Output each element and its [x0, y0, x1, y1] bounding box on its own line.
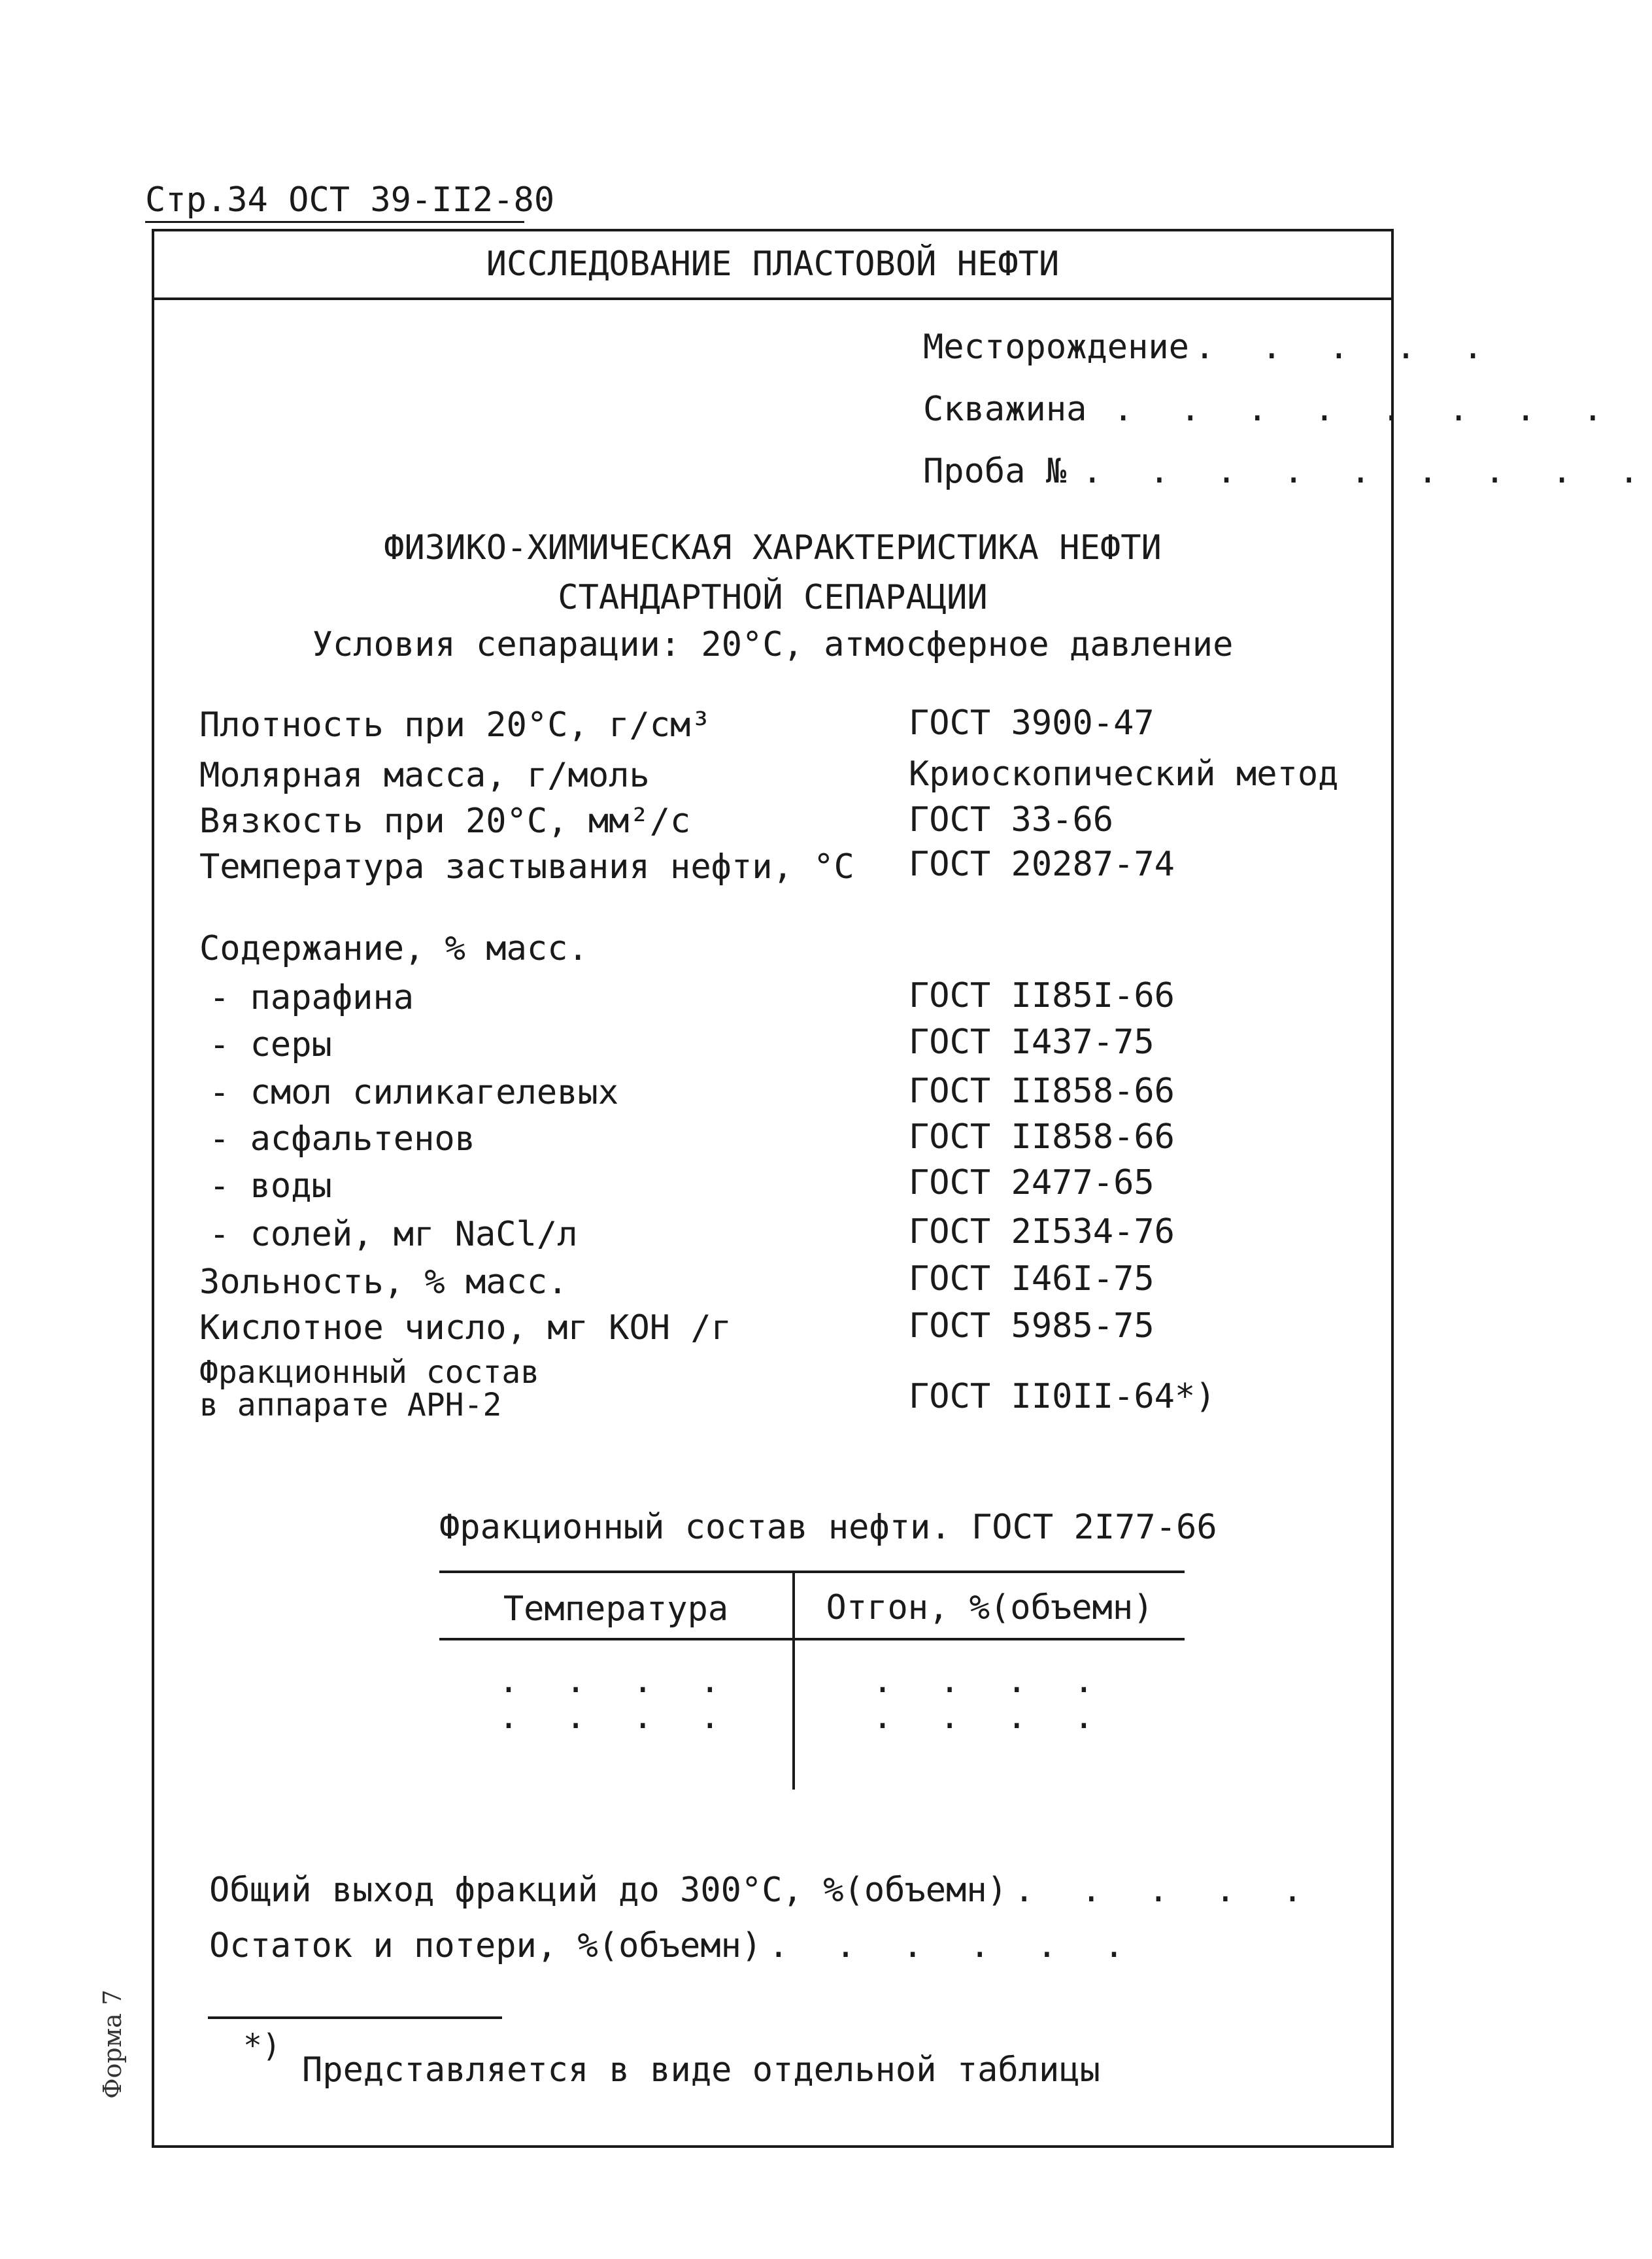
- table-header-rule: [439, 1638, 1185, 1640]
- header-divider: [152, 297, 1394, 300]
- content-item-method: ГОСТ II858-66: [909, 1117, 1175, 1157]
- content-item-name: - воды: [209, 1166, 332, 1206]
- property-method: Криоскопический метод: [909, 755, 1339, 794]
- total-yield-text: Общий выход фракций до 300°С, %(объемн): [209, 1871, 1007, 1910]
- deposit-label: [923, 328, 1496, 367]
- table-cell-dots: . . . .: [872, 1661, 1107, 1701]
- fractional-line-1: Фракционный состав: [199, 1354, 540, 1391]
- property-name: Молярная масса, г/моль: [199, 756, 650, 795]
- section-title-1: ФИЗИКО-ХИМИЧЕСКАЯ ХАРАКТЕРИСТИКА НЕФТИ: [384, 528, 1162, 568]
- deposit-label-text: Месторождение: [923, 328, 1189, 367]
- footnote-text: Представляется в виде отдельной таблицы: [302, 2050, 1100, 2090]
- content-item-name: - серы: [209, 1025, 332, 1064]
- table-cell-dots: . . . .: [498, 1661, 733, 1701]
- separation-conditions: Условия сепарации: 20°С, атмосферное давление: [312, 625, 1234, 664]
- fractional-method: ГОСТ II0II-64*): [909, 1377, 1216, 1416]
- content-item-method: ГОСТ II858-66: [909, 1072, 1175, 1111]
- well-dots: . . . . . . . .: [1113, 390, 1617, 429]
- table-cell-dots: . . . .: [872, 1697, 1107, 1737]
- well-label-text: Скважина: [923, 390, 1087, 429]
- footnote-rule: [208, 2016, 502, 2019]
- table-header-distillate: Отгон, %(объемн): [826, 1588, 1154, 1627]
- content-item-method: ГОСТ 2477-65: [909, 1163, 1155, 1202]
- content-item-name: - солей, мг NaCl/л: [209, 1215, 578, 1254]
- other-item-method: ГОСТ 5985-75: [909, 1306, 1155, 1346]
- property-name: Плотность при 20°С, г/см³: [199, 705, 711, 745]
- other-item-name: Зольность, % масс.: [199, 1263, 568, 1302]
- total-yield-dots: . . . . .: [1013, 1871, 1316, 1910]
- content-item-name: - асфальтенов: [209, 1119, 475, 1159]
- table-top-rule: [439, 1571, 1185, 1573]
- property-method: ГОСТ 3900-47: [909, 704, 1155, 743]
- other-item-name: Кислотное число, мг КОН /г: [199, 1308, 732, 1348]
- section-title-2: СТАНДАРТНОЙ СЕПАРАЦИИ: [558, 578, 988, 617]
- property-method: ГОСТ 20287-74: [909, 845, 1175, 884]
- total-yield: [209, 1871, 1316, 1910]
- sample-label: [923, 452, 1652, 491]
- table-header-temperature: Температура: [503, 1589, 729, 1629]
- content-item-name: - смол силикагелевых: [209, 1073, 619, 1112]
- content-item-method: ГОСТ 2I534-76: [909, 1212, 1175, 1251]
- content-item-name: - парафина: [209, 978, 414, 1017]
- property-method: ГОСТ 33-66: [909, 800, 1114, 840]
- residue-dots: . . . . . .: [768, 1926, 1138, 1965]
- content-item-method: ГОСТ II85I-66: [909, 976, 1175, 1015]
- form-frame: [152, 229, 1394, 2148]
- page-reference: Стр.34 ОСТ 39-II2-80: [145, 180, 555, 220]
- residue: [209, 1926, 1138, 1965]
- form-number-label: Форма 7: [98, 1989, 127, 2099]
- form-header: ИССЛЕДОВАНИЕ ПЛАСТОВОЙ НЕФТИ: [486, 245, 1060, 284]
- page-reference-underline: [145, 221, 524, 223]
- deposit-dots: . . . . .: [1194, 328, 1496, 367]
- fractional-line-2: в аппарате АРН-2: [199, 1387, 502, 1423]
- property-name: Температура застывания нефти, °С: [199, 847, 854, 887]
- well-label: [923, 390, 1617, 429]
- table-cell-dots: . . . .: [498, 1697, 733, 1737]
- sample-dots: . . . . . . . . .: [1082, 452, 1652, 491]
- table-title: Фракционный состав нефти. ГОСТ 2I77-66: [439, 1508, 1217, 1547]
- residue-text: Остаток и потери, %(объемн): [209, 1926, 762, 1965]
- sample-label-text: Проба №: [923, 452, 1067, 491]
- content-item-method: ГОСТ I437-75: [909, 1023, 1155, 1062]
- content-heading: Содержание, % масс.: [199, 929, 588, 968]
- footnote-mark: *): [243, 2028, 281, 2064]
- other-item-method: ГОСТ I46I-75: [909, 1259, 1155, 1299]
- property-name: Вязкость при 20°С, мм²/с: [199, 802, 691, 841]
